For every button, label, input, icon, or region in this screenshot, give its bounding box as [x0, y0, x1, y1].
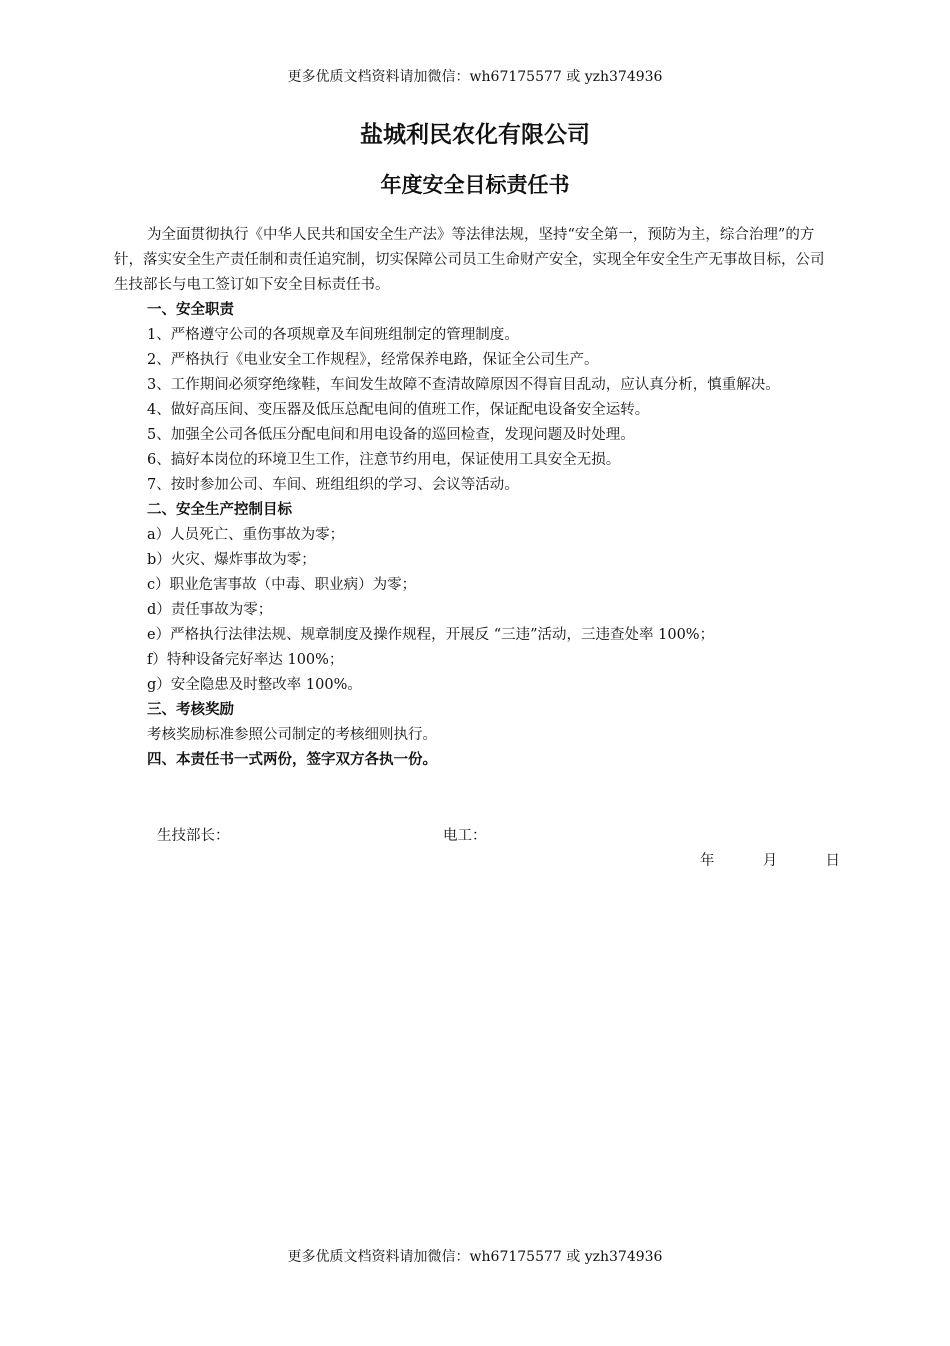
- date-day: 日: [825, 853, 840, 869]
- signature-dept-head: 生技部长：: [157, 828, 230, 844]
- header-note: 更多优质文档资料请加微信：wh67175577 或 yzh374936: [287, 69, 663, 85]
- duty-item-4: 4、做好高压间、变压器及低压总配电间的值班工作，保证配电设备安全运转。: [147, 402, 650, 418]
- duty-item-3: 3、工作期间必须穿绝缘鞋，车间发生故障不查清故障原因不得盲目乱动，应认真分析，慎重解决。: [147, 377, 780, 393]
- section-heading-assessment: 三、考核奖励: [147, 702, 234, 718]
- duty-item-6: 6、搞好本岗位的环境卫生工作，注意节约用电，保证使用工具安全无损。: [147, 452, 621, 468]
- duty-item-5: 5、加强全公司各低压分配电间和用电设备的巡回检查，发现问题及时处理。: [147, 427, 635, 443]
- document-title: 年度安全目标责任书: [380, 173, 570, 197]
- target-item-c: c）职业危害事故（中毒、职业病）为零；: [147, 577, 417, 593]
- target-item-a: a）人员死亡、重伤事故为零；: [147, 527, 345, 543]
- intro-paragraph: 为全面贯彻执行《中华人民共和国安全生产法》等法律法规，坚持“安全第一，预防为主，综合治理”的方针，落实安全生产责任制和责任追究制，切实保障公司员工生命财产安全，实现全年安全生产无事故目标，公司生技部长与电工签订如下安全目标责任书。: [114, 227, 825, 293]
- target-item-g: g）安全隐患及时整改率 100%。: [147, 677, 362, 693]
- document-body: [114, 223, 836, 773]
- section-heading-targets: 二、安全生产控制目标: [147, 502, 292, 518]
- target-item-d: d）责任事故为零；: [147, 602, 273, 618]
- target-item-b: b）火灾、爆炸事故为零；: [147, 552, 316, 568]
- target-item-e: e）严格执行法律法规、规章制度及操作规程，开展反 “三违”活动，三违查处率 100%；: [147, 627, 715, 643]
- section-heading-duties: 一、安全职责: [147, 302, 234, 318]
- company-name: 盐城利民农化有限公司: [360, 122, 590, 148]
- footer-note: 更多优质文档资料请加微信：wh67175577 或 yzh374936: [287, 1249, 663, 1265]
- assessment-text: 考核奖励标准参照公司制定的考核细则执行。: [147, 727, 437, 743]
- signature-electrician: 电工：: [443, 828, 487, 844]
- duty-item-7: 7、按时参加公司、车间、班组组织的学习、会议等活动。: [147, 477, 519, 493]
- target-item-f: f）特种设备完好率达 100%；: [147, 652, 344, 668]
- section-heading-copies: 四、本责任书一式两份，签字双方各执一份。: [147, 752, 437, 768]
- date-month: 月: [762, 853, 778, 869]
- date-line: [700, 849, 840, 874]
- duty-item-2: 2、严格执行《电业安全工作规程》，经常保养电路，保证全公司生产。: [147, 352, 599, 368]
- date-year: 年: [700, 853, 715, 869]
- duty-item-1: 1、严格遵守公司的各项规章及车间班组制定的管理制度。: [147, 327, 519, 343]
